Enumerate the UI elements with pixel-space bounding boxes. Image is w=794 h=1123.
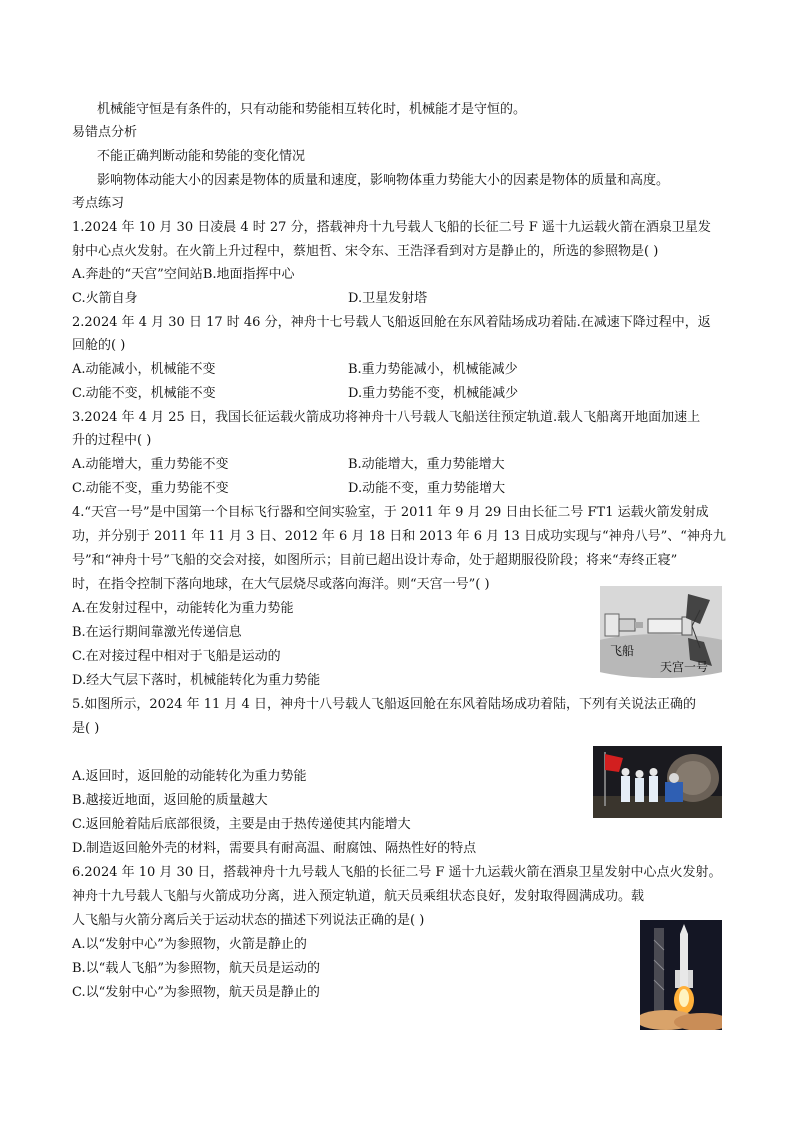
q1-stem: 射中心点火发射。在火箭上升过程中，蔡旭哲、宋令东、王浩泽看到对方是静止的，所选的参照物是( ) [72, 244, 659, 259]
q5-option-d: D.制造返回舱外壳的材料，需要具有耐高温、耐腐蚀、隔热性好的特点 [72, 841, 477, 856]
q5-option-c: C.返回舱着陆后底部很烫，主要是由于热传递使其内能增大 [72, 817, 411, 832]
q2-option-c: C.动能不变，机械能不变 [72, 386, 216, 401]
q4-stem: 功，并分别于 2011 年 11 月 3 日、2012 年 6 月 18 日和 2013 年 6 月 13 日成功实现与“神舟八号”、“神舟九 [72, 529, 726, 544]
q4-stem: 时，在指令控制下落向地球，在大气层烧尽或落向海洋。则“天宫一号”( ) [72, 577, 490, 592]
q3-option-b: B.动能增大，重力势能增大 [348, 457, 505, 472]
q5-option-a: A.返回时，返回舱的动能转化为重力势能 [72, 769, 307, 784]
rocket-launch-photo-svg [640, 920, 722, 1030]
landing-photo [593, 746, 722, 818]
caption-spaceship: 飞船 [610, 644, 635, 658]
q6-option-b: B.以“载人飞船”为参照物，航天员是运动的 [72, 961, 320, 976]
q2-option-d: D.重力势能不变，机械能减少 [348, 386, 519, 401]
caption-tiangong: 天宫一号 [660, 660, 709, 674]
q4-option-d: D.经大气层下落时，机械能转化为重力势能 [72, 673, 321, 688]
error-subheading: 不能正确判断动能和势能的变化情况 [97, 149, 306, 164]
q3-option-a: A.动能增大，重力势能不变 [72, 457, 229, 472]
rocket-launch-photo [640, 920, 722, 1030]
q2-option-a: A.动能减小，机械能不变 [72, 362, 216, 377]
docking-illustration [600, 586, 722, 678]
q6-option-a: A.以“发射中心”为参照物，火箭是静止的 [72, 937, 307, 952]
q1-option-ab: A.奔赴的“天宫”空间站B.地面指挥中心 [72, 267, 295, 282]
practice-heading: 考点练习 [72, 196, 125, 211]
q3-stem: 3.2024 年 4 月 25 日，我国长征运载火箭成功将神舟十八号载人飞船送往预定轨道.载人飞船离开地面加速上 [72, 410, 701, 425]
q1-option-c: C.火箭自身 [72, 291, 138, 306]
q2-option-b: B.重力势能减小，机械能减少 [348, 362, 518, 377]
q2-stem: 回舱的( ) [72, 338, 126, 353]
q3-option-c: C.动能不变，重力势能不变 [72, 481, 229, 496]
q4-option-c: C.在对接过程中相对于飞船是运动的 [72, 649, 281, 664]
q1-stem: 1.2024 年 10 月 30 日凌晨 4 时 27 分，搭载神舟十九号载人飞船的长征二号 F 遥十九运载火箭在酒泉卫星发 [72, 220, 711, 235]
error-explanation: 影响物体动能大小的因素是物体的质量和速度，影响物体重力势能大小的因素是物体的质量和高度。 [97, 173, 670, 188]
q4-stem: 4.“天宫一号”是中国第一个目标飞行器和空间实验室，于 2011 年 9 月 29 日由长征二号 FT1 运载火箭发射成 [72, 505, 709, 520]
q6-option-c: C.以“发射中心”为参照物，航天员是静止的 [72, 985, 320, 1000]
q3-option-d: D.动能不变，重力势能增大 [348, 481, 506, 496]
error-heading: 易错点分析 [72, 125, 138, 140]
q5-stem: 是( ) [72, 721, 100, 736]
q6-stem: 神舟十九号载人飞船与火箭成功分离，进入预定轨道，航天员乘组状态良好，发射取得圆满成功。载 [72, 889, 645, 904]
q4-option-b: B.在运行期间靠激光传递信息 [72, 625, 242, 640]
q6-stem: 6.2024 年 10 月 30 日，搭载神舟十九号载人飞船的长征二号 F 遥十九运载火箭在酒泉卫星发射中心点火发射。 [72, 865, 722, 880]
q5-stem: 5.如图所示，2024 年 11 月 4 日，神舟十八号载人飞船返回舱在东风着陆场成功着陆，下列有关说法正确的 [72, 697, 696, 712]
q6-stem: 人飞船与火箭分离后关于运动状态的描述下列说法正确的是( ) [72, 913, 425, 928]
q3-stem: 升的过程中( ) [72, 433, 152, 448]
landing-photo-svg [593, 746, 722, 818]
q2-stem: 2.2024 年 4 月 30 日 17 时 46 分，神舟十七号载人飞船返回舱在东风着陆场成功着陆.在减速下降过程中，返 [72, 315, 711, 330]
q1-option-d: D.卫星发射塔 [348, 291, 428, 306]
q4-option-a: A.在发射过程中，动能转化为重力势能 [72, 601, 294, 616]
intro-text: 机械能守恒是有条件的，只有动能和势能相互转化时，机械能才是守恒的。 [97, 102, 527, 117]
q4-stem: 号”和“神舟十号”飞船的交会对接，如图所示；目前已超出设计寿命，处于超期服役阶段；将来“寿终正寝” [72, 553, 678, 568]
q5-option-b: B.越接近地面，返回舱的质量越大 [72, 793, 268, 808]
